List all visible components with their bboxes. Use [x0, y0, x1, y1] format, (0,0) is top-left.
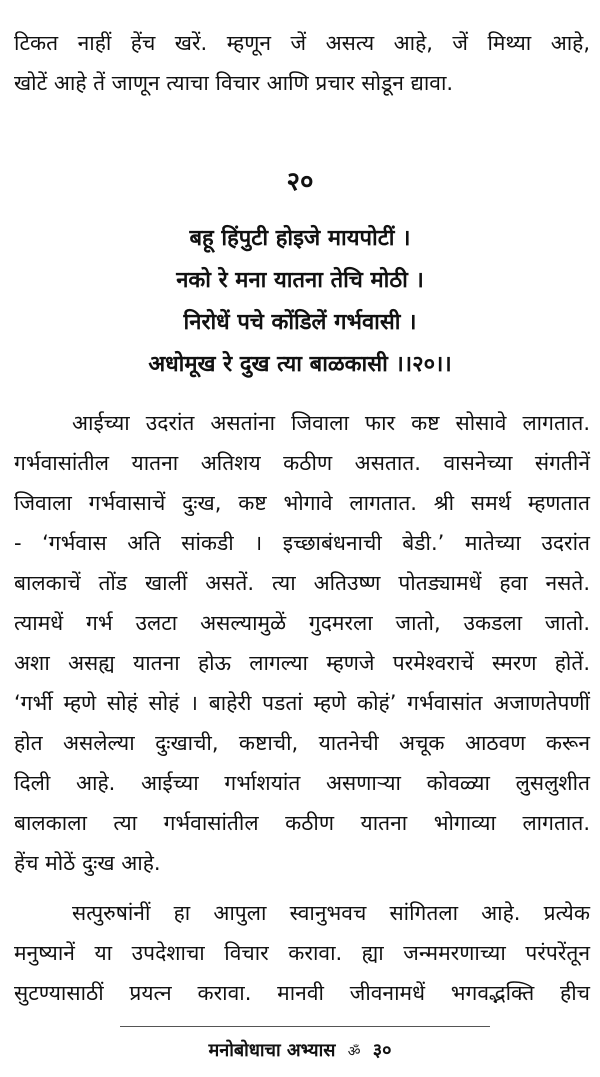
commentary-1-line-12: हेंच मोठें दुःख आहे. [14, 851, 161, 875]
commentary-2-line-1: सत्पुरुषांनीं हा आपुला स्वानुभवच सांगितला आहे. प्रत्येक [72, 901, 590, 925]
commentary-1-line-2: गर्भवासांतील यातना अतिशय कठीण असतात. वासनेच्या संगतीनें [14, 451, 590, 475]
verse-line-4: अधोमूख रे दुख त्या बाळकासी ।।२०।। [148, 352, 452, 377]
footer-book-title: मनोबोधाचा अभ्यास [208, 1040, 336, 1061]
om-icon: ॐ [347, 1044, 361, 1060]
verse-line-2: नको रे मना यातना तेचि मोठी । [176, 268, 424, 293]
commentary-1-line-11: बालकाला त्या गर्भवासांतील कठीण यातना भोगाव्या लागतात. [14, 811, 590, 835]
commentary-1-line-7: अशा असह्य यातना होऊ लागल्या म्हणजे परमेश्वराचें स्मरण होतें. [14, 651, 590, 675]
commentary-1-line-4: - ‘गर्भवास अति सांकडी । इच्छाबंधनाची बेडी.’ मातेच्या उदरांत [14, 531, 590, 555]
page-number: ३० [372, 1040, 392, 1061]
footer-divider [120, 1026, 490, 1027]
verse-line-3: निरोधें पचे कोंडिलें गर्भवासी । [183, 310, 417, 335]
commentary-1-line-6: त्यामधें गर्भ उलटा असल्यामुळें गुदमरला जातो, उकडला जातो. [14, 611, 590, 635]
verse-number: २० [286, 167, 314, 197]
commentary-1-line-8: ‘गर्भी म्हणे सोहं सोहं । बाहेरी पडतां म्हणे कोहं’ गर्भवासांत अजाणतेपणीं [14, 691, 590, 715]
top-paragraph-line-2: खोटें आहे तें जाणून त्याचा विचार आणि प्रचार सोडून द्यावा. [14, 71, 454, 95]
commentary-1-line-10: दिली आहे. आईच्या गर्भाशयांत असणाऱ्या कोवळ्या लुसलुशीत [14, 771, 590, 795]
commentary-2-line-2: मनुष्यानें या उपदेशाचा विचार करावा. ह्या जन्ममरणाच्या परंपरेंतून [14, 941, 590, 965]
page-footer [0, 1038, 600, 1065]
commentary-1-line-3: जिवाला गर्भवासाचें दुःख, कष्ट भोगावे लागतात. श्री समर्थ म्हणतात [14, 491, 590, 515]
verse-line-1: बहू हिंपुटी होइजे मायपोटीं । [189, 226, 411, 251]
commentary-1-line-5: बालकाचें तोंड खालीं असतें. त्या अतिउष्ण पोतड्यामधें हवा नसते. [14, 571, 590, 595]
commentary-1-line-1: आईच्या उदरांत असतांना जिवाला फार कष्ट सोसावे लागतात. [72, 411, 590, 435]
commentary-2-line-3: सुटण्यासाठीं प्रयत्न करावा. मानवी जीवनामधें भगवद्भक्ति हीच [14, 981, 590, 1005]
top-paragraph-line-1: टिकत नाहीं हेंच खरें. म्हणून जें असत्य आहे, जें मिथ्या आहे, [14, 31, 590, 55]
commentary-1-line-9: होत असलेल्या दुःखाची, कष्टाची, यातनेची अचूक आठवण करून [14, 731, 590, 755]
